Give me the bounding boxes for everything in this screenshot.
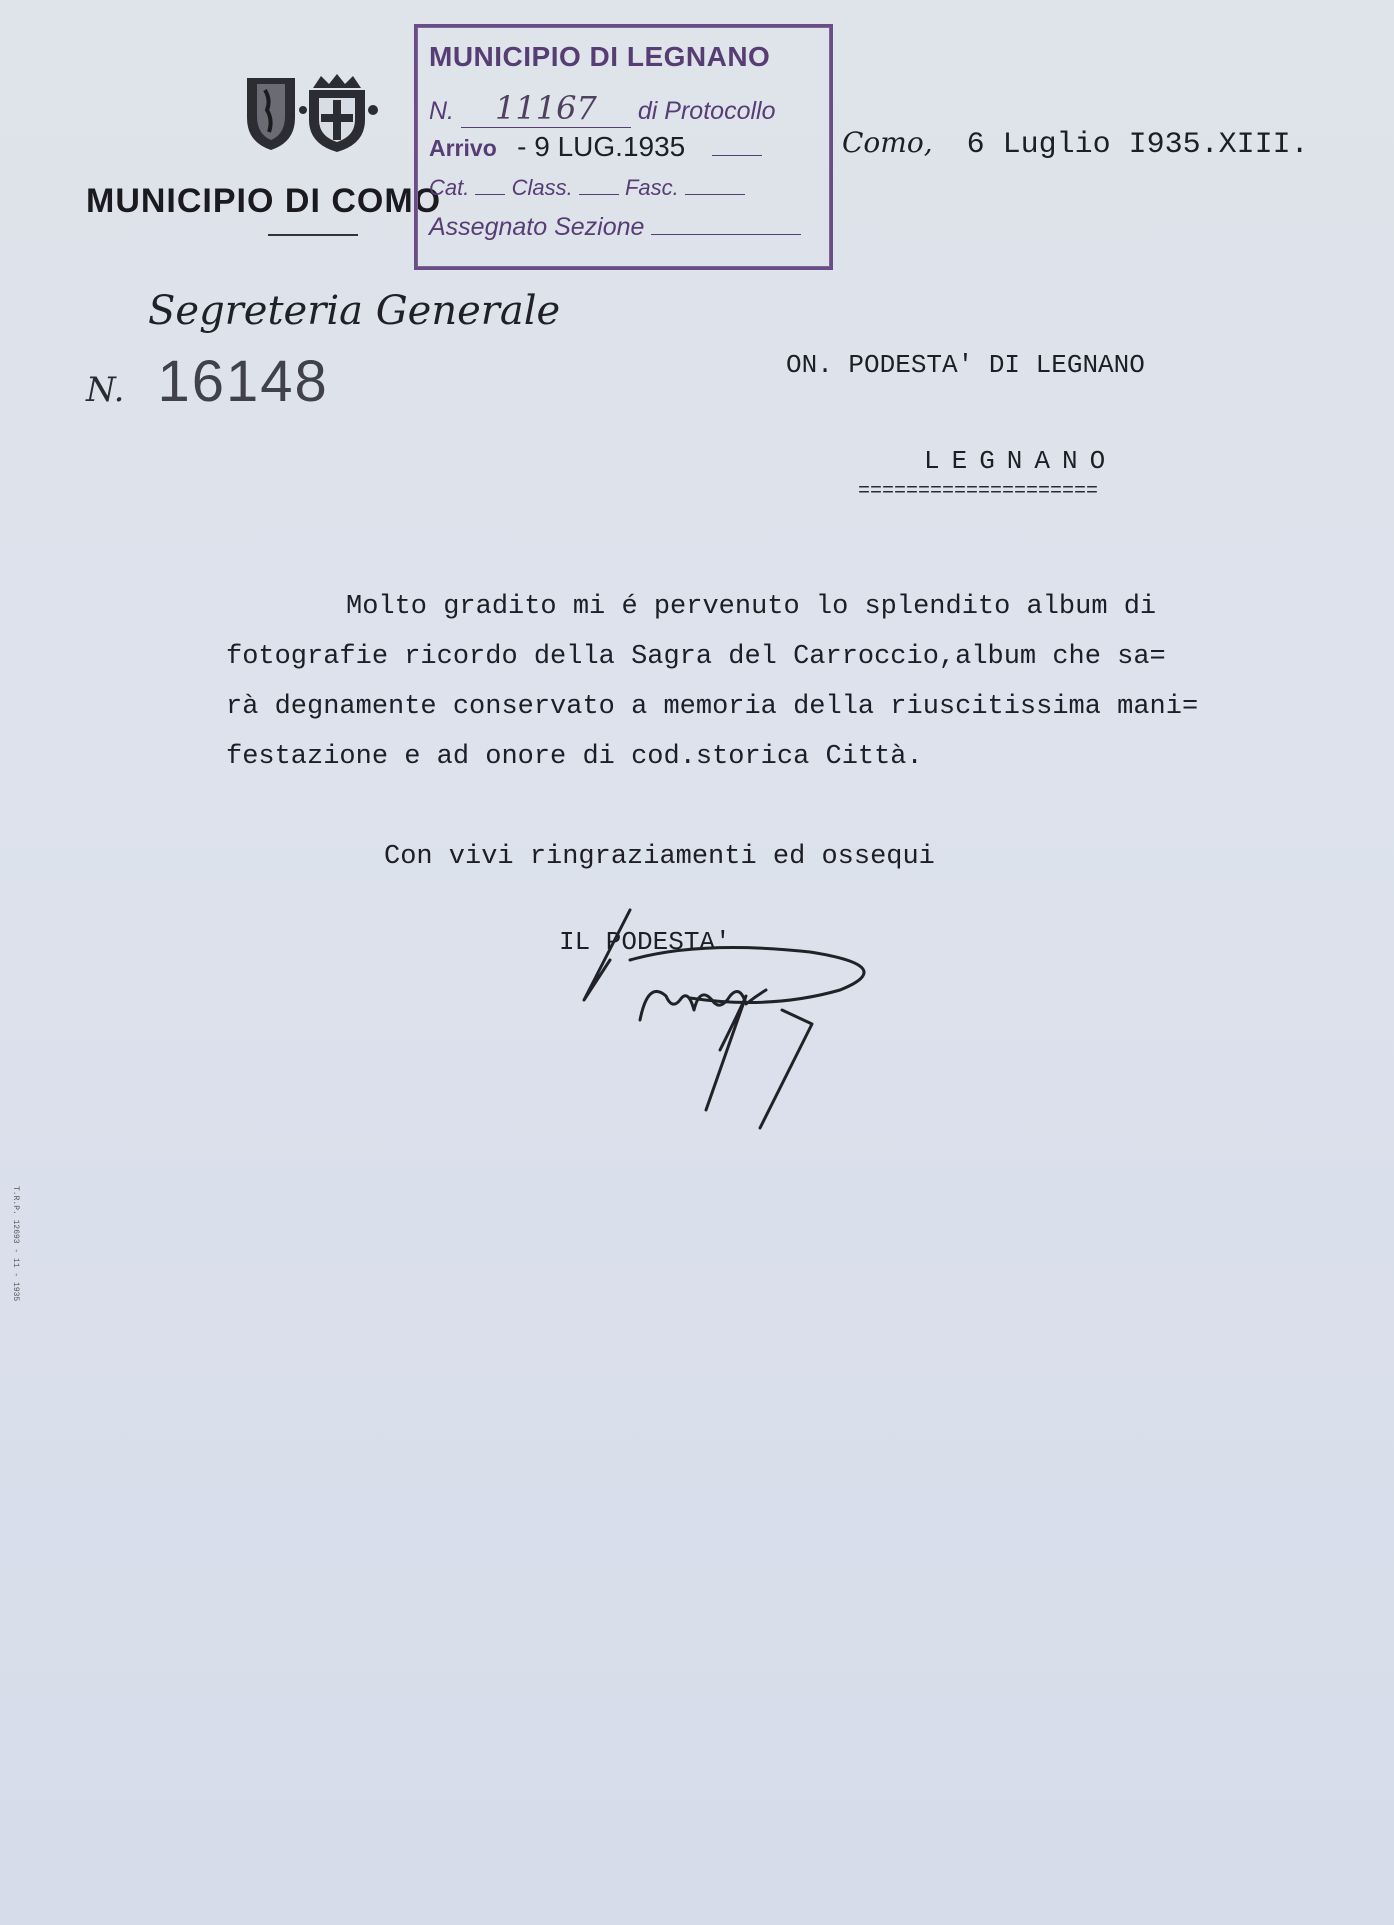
protocol-stamp (414, 24, 833, 270)
stamp-cat-label: Cat. (429, 175, 470, 200)
stamp-class-blank (579, 194, 619, 195)
protocol-number-value: 16148 (157, 349, 329, 414)
stamp-section-line (429, 213, 801, 242)
margin-code-text: T.R.P. 12693 - 11 - 1935 (11, 1186, 20, 1302)
recipient-underline: ==================== (858, 480, 1099, 503)
stamp-n-value: 11167 (495, 89, 597, 127)
department-name: Segreteria Generale (148, 288, 561, 334)
stamp-cat-blank (475, 194, 505, 195)
recipient-title: ON. PODESTA' DI LEGNANO (786, 350, 1145, 380)
stamp-section-label: Assegnato Sezione (429, 213, 645, 241)
body-line-1: Molto gradito mi é pervenuto lo splendito album di (346, 592, 1157, 622)
stamp-arrival-label: Arrivo (429, 135, 497, 161)
stamp-classification-line (429, 175, 745, 201)
stamp-section-blank (651, 234, 801, 235)
body-line-3: rà degnamente conservato a memoria della riuscitissima mani= (226, 692, 1199, 722)
stamp-n-field (461, 89, 631, 128)
stamp-arrival-blank (712, 155, 762, 156)
protocol-number-label: N. (86, 370, 125, 410)
stamp-arrival-line (429, 131, 762, 163)
signer-title: IL PODESTA' (559, 927, 731, 957)
closing-formula: Con vivi ringraziamenti ed ossequi (384, 842, 935, 872)
dateline (842, 126, 1309, 162)
stamp-title: MUNICIPIO DI LEGNANO (429, 41, 771, 72)
stamp-protocol-label: di Protocollo (637, 97, 776, 125)
dateline-place: Como, (842, 126, 933, 159)
handwritten-signature (570, 900, 900, 1130)
recipient-city: LEGNANO (924, 446, 1118, 476)
stamp-fasc-blank (685, 194, 745, 195)
municipality-name: MUNICIPIO DI COMO (86, 182, 442, 220)
dateline-date: 6 Luglio I935.XIII. (966, 128, 1309, 162)
body-line-2: fotografie ricordo della Sagra del Carroccio,album che sa= (226, 642, 1166, 672)
margin-printer-code (6, 1186, 20, 1302)
letterhead-rule (268, 234, 358, 236)
outgoing-protocol-number (86, 348, 329, 415)
stamp-n-label: N. (429, 97, 454, 125)
stamp-arrival-date: - 9 LUG.1935 (517, 131, 686, 162)
stamp-class-label: Class. (511, 175, 573, 200)
municipal-crest-icon (243, 70, 383, 154)
body-line-4: festazione e ad onore di cod.storica Città. (226, 742, 923, 772)
stamp-number-line (429, 89, 775, 128)
stamp-fasc-label: Fasc. (624, 175, 679, 200)
